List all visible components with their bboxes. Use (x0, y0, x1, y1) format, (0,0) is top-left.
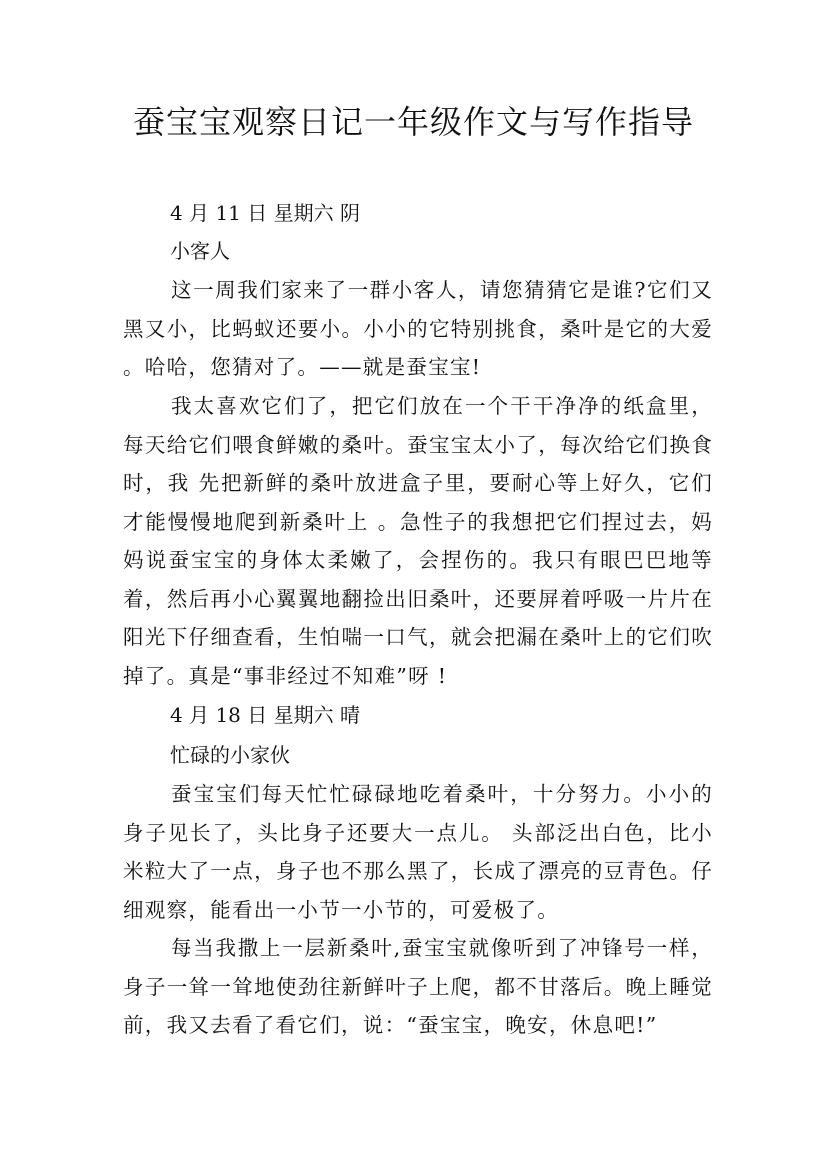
entry-date: 4 月 11 日 星期六 阴 (170, 201, 360, 225)
entry-date: 4 月 18 日 星期六 晴 (170, 703, 360, 727)
entry-subtitle: 小客人 (170, 239, 230, 263)
paragraph: 我太喜欢它们了，把它们放在一个干干净净的纸盒里，每天给它们喂食鲜嫩的桑叶。蚕宝宝太小了，每次给它们换食时，我 先把新鲜的桑叶放进盒子里，要耐心等上好久，它们才能慢慢地爬到新桑叶上 。急性子的我想把它们捏过去，妈妈说蚕宝宝的身体太柔嫩了，会捏伤的。我只有眼巴巴地等着，然后再小心翼翼地翻捡出旧桑叶，还要屏着呼吸一片片在阳光下仔细查看，生怕喘一口气，就会把漏在桑叶上的它们吹掉了。真是“事非经过不知难”呀 ! (123, 394, 713, 688)
entry-subtitle: 忙碌的小家伙 (170, 743, 290, 767)
paragraph: 蚕宝宝们每天忙忙碌碌地吃着桑叶，十分努力。小小的身子见长了，头比身子还要大一点儿。 头部泛出白色，比小米粒大了一点，身子也不那么黑了，长成了漂亮的豆青色。仔细观察，能看出一小节一小节的，可爱极了。 (123, 782, 713, 922)
document-title: 蚕宝宝观察日记一年级作文与写作指导 (132, 103, 694, 141)
paragraph: 这一周我们家来了一群小客人，请您猜猜它是谁?它们又黑又小，比蚂蚁还要小。小小的它特别挑食，桑叶是它的大爱 。哈哈，您猜对了。——就是蚕宝宝! (123, 278, 713, 379)
paragraph: 每当我撒上一层新桑叶,蚕宝宝就像听到了冲锋号一样，身子一耸一耸地使劲往新鲜叶子上爬，都不甘落后。晚上睡觉前，我又去看了看它们，说：“蚕宝宝，晚安，休息吧!” (123, 936, 713, 1037)
